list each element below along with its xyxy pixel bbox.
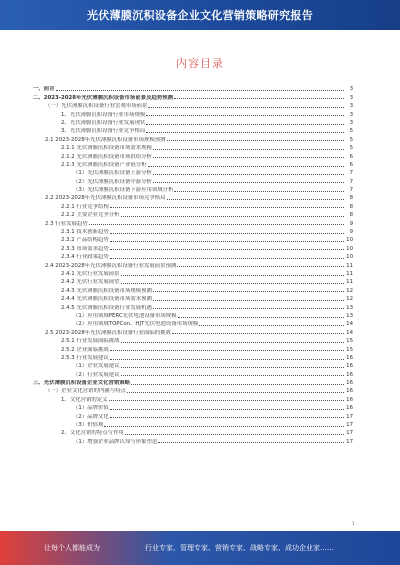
toc-entry-label: 2.4 2023-2028年光伏薄膜沉积设备行业发展前景预测	[45, 262, 177, 269]
toc-entry-page: 3	[349, 119, 353, 126]
toc-entry-page: 3	[349, 111, 353, 118]
toc-entry-label: 2、文化营销的特点与作用	[61, 430, 124, 437]
toc-entry[interactable]	[33, 319, 353, 327]
toc-entry-label: 2.2 2023-2028年光伏薄膜沉积设备市场竞争格局	[45, 195, 166, 202]
toc-entry-page: 5	[349, 136, 353, 143]
toc-dot-leader	[110, 359, 344, 360]
toc-dot-leader	[121, 275, 344, 276]
toc-entry-page: 15	[346, 338, 353, 345]
toc-entry[interactable]	[33, 353, 353, 361]
toc-entry-page: 6	[349, 153, 353, 160]
toc-entry-label: 2.4.2 光伏行业发展展望	[61, 279, 120, 286]
toc-dot-leader	[104, 426, 344, 427]
toc-entry-label: 2.3.4 行业政策趋势	[61, 254, 109, 261]
toc-entry-label: 2.4.4 光伏薄膜沉积设备市场需求预测	[61, 296, 152, 303]
toc-entry[interactable]	[33, 369, 353, 377]
toc-entry[interactable]	[33, 302, 353, 310]
toc-entry-label: （3）光伏薄膜沉积设备下游应用领域分析	[73, 187, 174, 194]
toc-entry[interactable]	[33, 420, 353, 428]
toc-entry[interactable]	[33, 134, 353, 142]
toc-entry-page: 15	[346, 346, 353, 353]
toc-entry-page: 17	[346, 430, 353, 437]
toc-entry-label: 2.5 2023-2028年光伏薄膜沉积设备行业面临的挑战	[45, 329, 171, 336]
toc-entry[interactable]	[33, 277, 353, 285]
toc-dot-leader	[153, 308, 344, 309]
toc-dot-leader	[110, 207, 344, 208]
toc-entry[interactable]	[33, 294, 353, 302]
toc-entry-label: 2.5.3 行业发展建议	[61, 354, 109, 361]
toc-dot-leader	[167, 140, 344, 141]
toc-entry-label: 2.3.3 市场需求趋势	[61, 245, 109, 252]
toc-entry-page: 9	[349, 229, 353, 236]
toc-dot-leader	[146, 132, 344, 133]
toc-dot-leader	[109, 400, 344, 401]
toc-entry-label: 三、光伏薄膜沉积设备企业文化营销策略	[33, 380, 131, 387]
toc-entry-label: 2.1.3 光伏薄膜沉积设备产业链分析	[61, 161, 147, 168]
toc-entry-label: 2.4.3 光伏薄膜沉积设备市场规模预测	[61, 287, 152, 294]
toc-entry[interactable]	[33, 386, 353, 394]
toc-dot-leader	[148, 166, 344, 167]
toc-dot-leader	[146, 115, 344, 116]
footer-slogan-left: 让每个人都能成为	[44, 544, 100, 552]
footer-bar	[0, 531, 400, 565]
toc-dot-leader	[110, 409, 344, 410]
toc-entry-label: 2.4.1 光伏行业发展前景	[61, 270, 120, 277]
toc-dot-leader	[178, 317, 344, 318]
toc-entry-label: 2.2.2 主要企业竞争分析	[61, 212, 120, 219]
toc-dot-leader	[153, 174, 344, 175]
toc-entry-page: 7	[349, 170, 353, 177]
toc-dot-leader	[110, 417, 344, 418]
toc-entry-page: 16	[346, 354, 353, 361]
toc-entry-page: 12	[346, 296, 353, 303]
toc-dot-leader	[153, 182, 344, 183]
toc-entry[interactable]	[33, 243, 353, 251]
toc-entry-label: （2）品牌文化	[73, 413, 109, 420]
toc-entry[interactable]	[33, 201, 353, 209]
toc-entry[interactable]	[33, 101, 353, 109]
toc-dot-leader	[110, 350, 344, 351]
toc-entry-page: 17	[346, 438, 353, 445]
toc-entry[interactable]	[33, 92, 353, 100]
toc-entry-label: （一）光伏薄膜沉积设备行业宏观市场前景	[45, 103, 148, 110]
toc-entry[interactable]	[33, 252, 353, 260]
toc-entry-label: （2）光伏薄膜沉积设备中游分析	[73, 178, 152, 185]
toc-entry-label: 1、文化营销的定义	[61, 396, 108, 403]
toc-entry-page: 17	[346, 422, 353, 429]
toc-entry-page: 11	[346, 279, 353, 286]
toc-dot-leader	[56, 90, 344, 91]
toc-entry-page: 14	[346, 329, 353, 336]
toc-dot-leader	[121, 216, 344, 217]
toc-entry-page: 17	[346, 413, 353, 420]
toc-entry-label: （3）价值观	[73, 422, 104, 429]
toc-entry-label: 2.1.2 光伏薄膜沉积设备市场供给分析	[61, 153, 152, 160]
toc-entry-page: 9	[349, 220, 353, 227]
toc-entry[interactable]	[33, 126, 353, 134]
toc-dot-leader	[127, 392, 344, 393]
toc-entry-page: 8	[349, 195, 353, 202]
toc-entry[interactable]	[33, 227, 353, 235]
toc-dot-leader	[167, 199, 344, 200]
toc-entry-page: 13	[346, 304, 353, 311]
toc-dot-leader	[110, 258, 344, 259]
toc-dot-leader	[153, 157, 344, 158]
toc-entry[interactable]	[33, 218, 353, 226]
toc-entry[interactable]	[33, 193, 353, 201]
toc-dot-leader	[158, 442, 344, 443]
toc-entry-label: （1）品牌价值	[73, 405, 109, 412]
toc-dot-leader	[177, 266, 344, 267]
toc-entry[interactable]	[33, 260, 353, 268]
toc-entry-label: 一、前言	[33, 86, 55, 93]
toc-entry-page: 11	[346, 270, 353, 277]
toc-entry-label: 2.1.1 光伏薄膜沉积设备市场需求规模	[61, 145, 152, 152]
toc-entry-page: 16	[346, 380, 353, 387]
toc-dot-leader	[110, 249, 344, 250]
toc-entry[interactable]	[33, 210, 353, 218]
toc-entry-page: 12	[346, 287, 353, 294]
toc-entry-page: 7	[349, 178, 353, 185]
table-of-contents	[33, 84, 353, 445]
toc-entry[interactable]	[33, 176, 353, 184]
report-header-bar	[0, 0, 400, 30]
toc-dot-leader	[110, 233, 344, 234]
toc-entry-label: （1）企业发展建议	[73, 363, 120, 370]
toc-entry-page: 5	[349, 145, 353, 152]
toc-entry-label: （一）企业文化营销的内涵与特点	[45, 388, 126, 395]
toc-entry-page: 8	[349, 212, 353, 219]
toc-entry-page: 10	[346, 254, 353, 261]
toc-entry[interactable]	[33, 428, 353, 436]
toc-entry-label: 1、光伏薄膜沉积设备行业市场规模	[61, 111, 146, 118]
toc-entry-label: 2.3.1 技术创新趋势	[61, 229, 109, 236]
toc-entry[interactable]	[33, 411, 353, 419]
toc-entry-page: 10	[346, 245, 353, 252]
toc-dot-leader	[174, 98, 344, 99]
toc-heading: 内容目录	[176, 57, 224, 70]
toc-entry-label: （1）应用领域PERC光伏电池设备市场规模	[73, 312, 177, 319]
toc-dot-leader	[153, 300, 344, 301]
toc-entry-page: 13	[346, 312, 353, 319]
toc-dot-leader	[172, 333, 344, 334]
toc-entry-page: 3	[349, 103, 353, 110]
toc-entry[interactable]	[33, 403, 353, 411]
toc-dot-leader	[174, 191, 344, 192]
toc-dot-leader	[110, 241, 344, 242]
toc-dot-leader	[121, 342, 344, 343]
toc-entry-label: （1）增强企业品牌认知与形象塑造	[73, 438, 158, 445]
toc-entry-label: 2.3.2 产品结构趋势	[61, 237, 109, 244]
toc-entry[interactable]	[33, 269, 353, 277]
toc-dot-leader	[125, 434, 344, 435]
footer-slogan-right: 行业专家、管理专家、营销专家、战略专家、成功企业家……	[145, 544, 334, 552]
toc-entry-page: 7	[349, 187, 353, 194]
toc-dot-leader	[146, 124, 344, 125]
toc-entry-page: 8	[349, 203, 353, 210]
report-title: 光伏薄膜沉积设备企业文化营销策略研究报告	[87, 9, 313, 22]
toc-dot-leader	[121, 375, 344, 376]
toc-entry[interactable]	[33, 336, 353, 344]
toc-entry[interactable]	[33, 378, 353, 386]
toc-dot-leader	[121, 283, 344, 284]
toc-entry-page: 6	[349, 161, 353, 168]
toc-entry-label: （1）光伏薄膜沉积设备上游分析	[73, 170, 152, 177]
toc-entry-label: 2、光伏薄膜沉积设备行业发展现状	[61, 119, 146, 126]
toc-entry-page: 10	[346, 237, 353, 244]
toc-entry[interactable]	[33, 109, 353, 117]
toc-entry[interactable]	[33, 151, 353, 159]
toc-entry-label: 3、光伏薄膜沉积设备行业竞争格局	[61, 128, 146, 135]
toc-entry[interactable]	[33, 143, 353, 151]
page-number: 1	[352, 521, 355, 526]
toc-entry-label: 2.1 2023-2028年光伏薄膜沉积设备市场规模预测	[45, 136, 166, 143]
toc-entry[interactable]	[33, 361, 353, 369]
toc-entry[interactable]	[33, 285, 353, 293]
toc-entry-page: 3	[349, 94, 353, 101]
toc-entry[interactable]	[33, 185, 353, 193]
toc-entry-page: 16	[346, 396, 353, 403]
toc-entry-label: 2.4.5 光伏薄膜沉积设备行业发展机遇	[61, 304, 152, 311]
toc-entry-page: 3	[349, 86, 353, 93]
toc-dot-leader	[121, 367, 344, 368]
toc-entry-label: 2.5.2 企业面临挑战	[61, 346, 109, 353]
toc-dot-leader	[148, 107, 344, 108]
toc-entry[interactable]	[33, 168, 353, 176]
toc-entry-page: 11	[346, 262, 353, 269]
toc-entry[interactable]	[33, 160, 353, 168]
toc-dot-leader	[153, 291, 344, 292]
toc-dot-leader	[89, 224, 344, 225]
toc-entry[interactable]	[33, 311, 353, 319]
toc-entry[interactable]	[33, 118, 353, 126]
toc-entry-page: 5	[349, 128, 353, 135]
toc-entry[interactable]	[33, 344, 353, 352]
toc-entry-label: 二、2023-2028年光伏薄膜沉积设备市场前景及趋势预测	[33, 94, 174, 101]
toc-entry-label: 2.3 行业发展趋势	[45, 220, 88, 227]
toc-entry-label: 2.2.1 行业竞争结构	[61, 203, 109, 210]
toc-entry-label: （2）应用领域TOPCon、HJT光伏电池设备市场规模	[73, 321, 199, 328]
toc-entry-page: 16	[346, 388, 353, 395]
toc-entry-page: 16	[346, 371, 353, 378]
toc-entry[interactable]	[33, 394, 353, 402]
toc-entry[interactable]	[33, 436, 353, 444]
toc-entry[interactable]	[33, 327, 353, 335]
toc-entry-label: （2）行业发展建议	[73, 371, 120, 378]
toc-dot-leader	[131, 384, 344, 385]
toc-entry[interactable]	[33, 84, 353, 92]
toc-dot-leader	[153, 149, 344, 150]
toc-entry[interactable]	[33, 235, 353, 243]
toc-entry-label: 2.5.1 行业发展面临挑战	[61, 338, 120, 345]
toc-entry-page: 14	[346, 321, 353, 328]
toc-entry-page: 16	[346, 405, 353, 412]
toc-entry-page: 16	[346, 363, 353, 370]
toc-dot-leader	[199, 325, 344, 326]
